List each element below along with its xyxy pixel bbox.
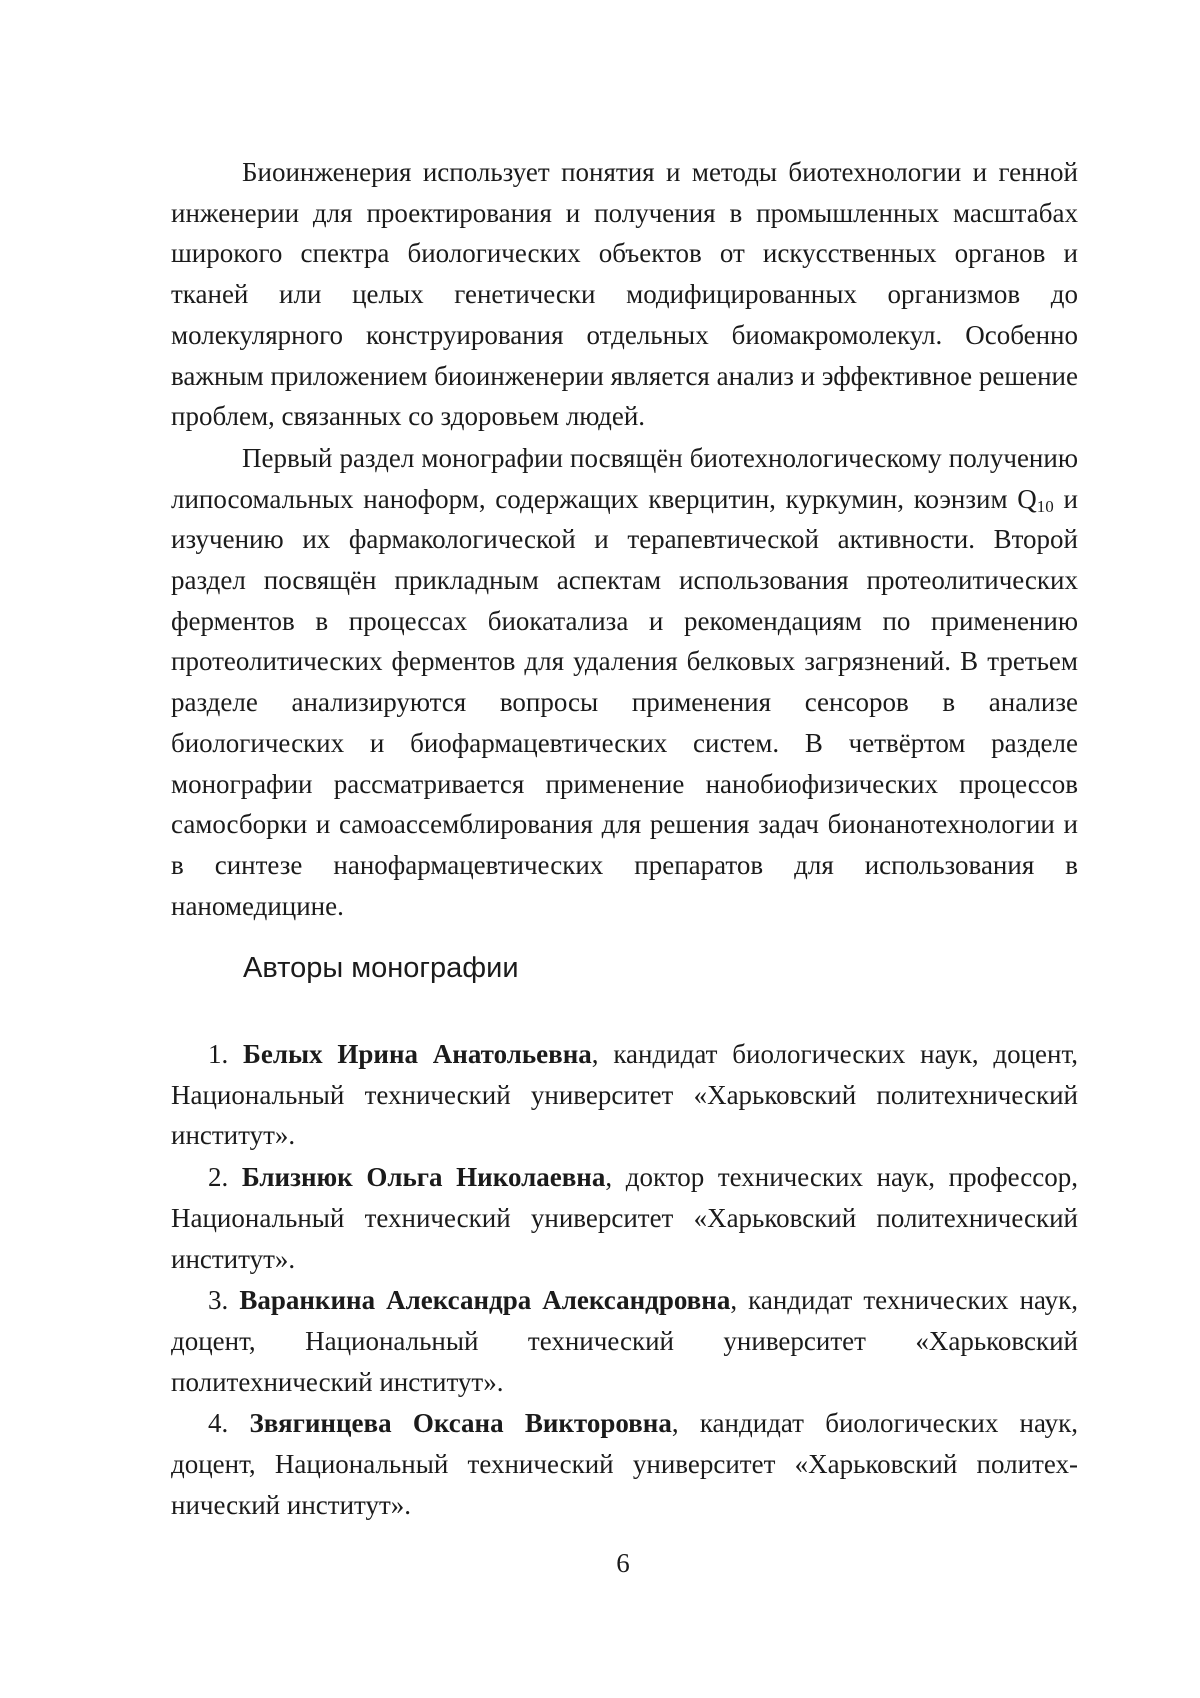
- coenzyme-subscript: 10: [1036, 496, 1054, 516]
- section-heading: Авторы монографии: [243, 952, 519, 984]
- intro-paragraph-2: [171, 438, 1078, 926]
- author-details: , кандидат технических наук, доцент, Национальный технический университет «Харьковский политехнический институт».: [171, 1285, 1078, 1397]
- author-details: , кандидат биологических наук, доцент, Национальный технический университет «Харьковский политехнический институт».: [171, 1039, 1079, 1151]
- author-details: , кандидат биологических наук, доцент, Национальный технический университет «Харьковский политехнический институт».: [171, 1408, 1078, 1520]
- author-details: , доктор технических наук, профессор, Национальный технический университет «Харьковский политехнический институт».: [171, 1162, 1079, 1274]
- author-name: Близнюк Ольга Николаевна: [241, 1162, 606, 1193]
- author-item: [171, 1403, 1078, 1525]
- author-number: 4.: [208, 1408, 229, 1439]
- author-name: Белых Ирина Анатольевна: [243, 1039, 592, 1069]
- authors-list: [171, 1034, 1078, 1526]
- intro-text: [171, 152, 1078, 927]
- author-name: Звягинцева Оксана Викторовна: [249, 1408, 672, 1439]
- intro-paragraph-2-end: и изучению их фармакологической и терапевтической активности. Второй раздел посвящён прикладным аспектам использования протеолитических ферментов в процессах биокатализа и рекомендациям по применению протеолитических ферментов для удаления белковых загрязнений. В третьем разделе анализируются вопросы применения сенсоров в анализе биологических и биофармацевтических систем. В четвёртом разделе монографии рассматривается применение нанобиофизических процессов самосборки и самоассемблирования для решения задач бионанотехнологии и в синтезе нанофармацевтических препаратов для использования в наномедицине.: [171, 483, 1078, 921]
- author-name: Варанкина Александра Александровна: [239, 1285, 731, 1316]
- author-number: 1.: [208, 1039, 229, 1069]
- author-number: 3.: [208, 1285, 229, 1316]
- author-item: [171, 1157, 1078, 1279]
- author-item: [171, 1280, 1078, 1402]
- author-item: [171, 1034, 1078, 1156]
- intro-paragraph-1: Биоинженерия использует понятия и методы биотехнологии и генной инженерии для проектирования и получения в промышленных масштабах широкого спектра биологических объектов от искусственных органов и тканей или целых генетически модифицированных организмов до молекулярного конструирования отдельных биомакромолекул. Особенно важным приложением биоинженерии является анализ и эффективное решение проблем, связанных со здоровьем людей.: [171, 157, 1078, 432]
- intro-paragraph-2-start: Первый раздел монографии посвящён биотехнологическому получению липосомальных наноформ, содержащих кверцитин, куркумин, коэнзим Q: [171, 442, 1078, 514]
- author-number: 2.: [208, 1162, 229, 1193]
- page-number: 6: [616, 1548, 630, 1578]
